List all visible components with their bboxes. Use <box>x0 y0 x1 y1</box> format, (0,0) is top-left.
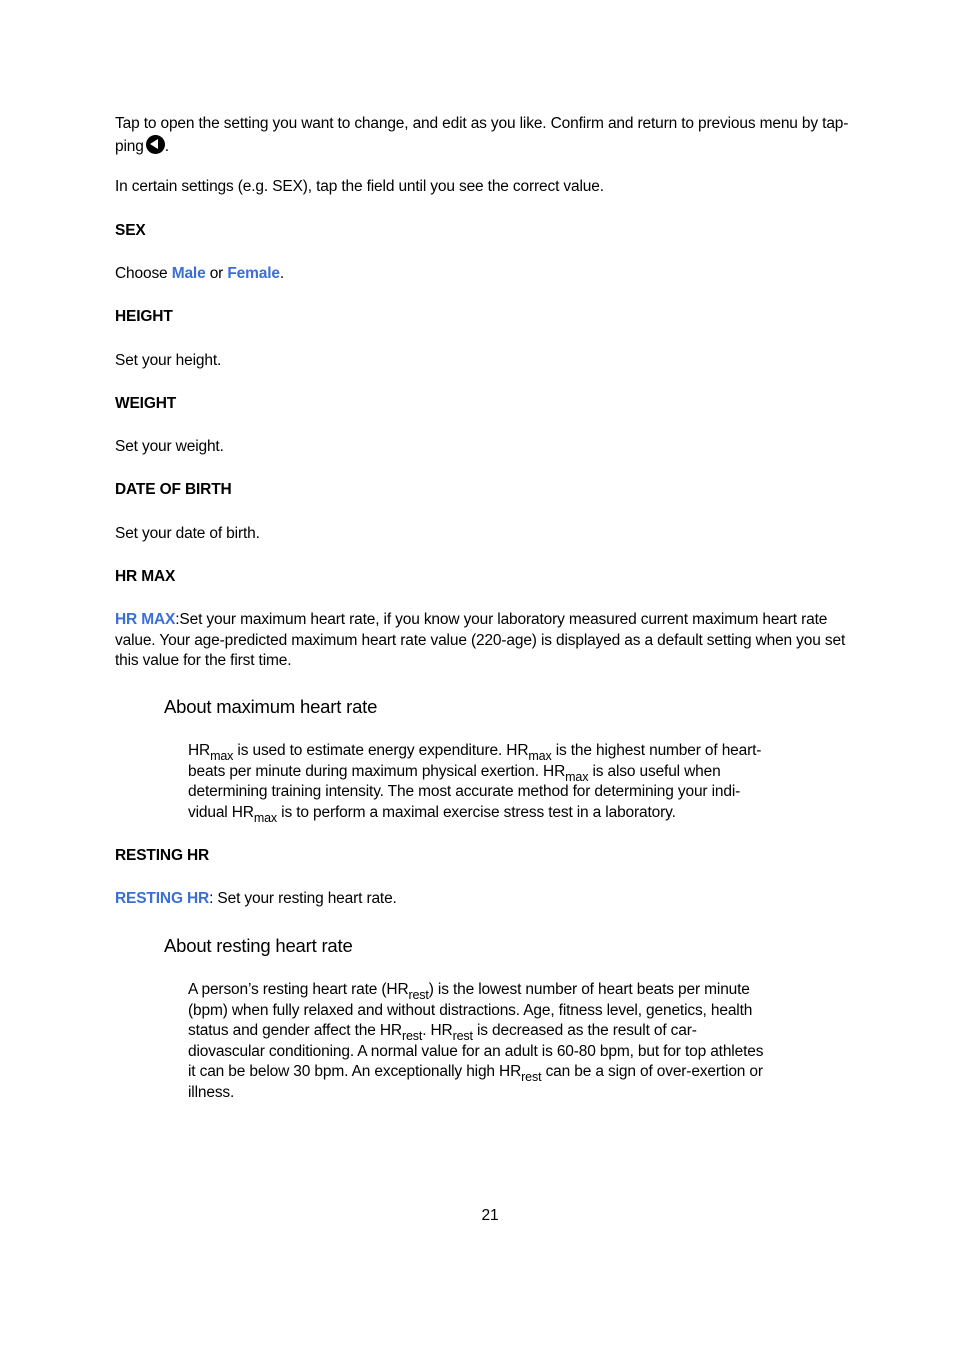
weight-heading: WEIGHT <box>115 395 177 412</box>
dob-text: Set your date of birth. <box>115 525 260 542</box>
hrmax-keyword: HR MAX <box>115 611 176 628</box>
back-arrow-circle-icon <box>146 135 165 154</box>
certain-settings-text: In certain settings (e.g. SEX), tap the field until you see the correct value. <box>115 178 604 195</box>
intro-line2-post: . <box>164 137 169 155</box>
female-option: Female <box>227 265 280 282</box>
hrmax-description: :Set your maximum heart rate, if you know your laboratory measured current maximum heart rate value. Your age-predicted maximum heart rate value (220-age) is displayed as a default setting when you set this value for the first time. <box>115 611 846 669</box>
hrmax-heading: HR MAX <box>115 568 176 585</box>
resting-hr-description: : Set your resting heart rate. <box>209 890 397 907</box>
sex-pre: Choose <box>115 265 172 282</box>
resting-hr-heading: RESTING HR <box>115 847 210 864</box>
page-number: 21 <box>481 1207 499 1224</box>
intro-line2-pre: ping <box>115 137 144 155</box>
about-max-hr-text: $HR_{max}$ is used to estimate energy expenditure. $HR_{max}$ is the highest number of heart- beats per minute during maximum physical exertion. $HR_{max}$ is also useful when determining training intensity. The most accurate method for determining your indi- vidual $HR_{max}$ is to perform a maximal exercise stress test in a laboratory. <box>188 742 762 825</box>
height-heading: HEIGHT <box>115 308 173 325</box>
sex-heading: SEX <box>115 222 146 239</box>
resting-hr-keyword: RESTING HR <box>115 890 210 907</box>
intro-line1: Tap to open the setting you want to change, and edit as you like. Confirm and return to previous menu by tap- <box>115 115 849 132</box>
sex-text <box>115 264 860 285</box>
height-text: Set your height. <box>115 352 222 369</box>
intro-paragraph <box>115 114 860 157</box>
sex-post: . <box>279 265 285 282</box>
sex-mid: or <box>205 265 228 282</box>
weight-text: Set your weight. <box>115 438 224 455</box>
about-resting-hr-title: About resting heart rate <box>164 935 353 956</box>
hrmax-text <box>115 610 860 672</box>
male-option: Male <box>171 265 206 282</box>
about-resting-hr-text: A person’s resting heart rate $(HR_{rest})$ is the lowest number of heart beats per minute (bpm) when fully relaxed and without distractions. Age, fitness level, genetics, health status and gender affect the $HR_{rest}$. $HR_{rest}$ is decreased as the result of car- diovascular conditioning. A normal value for an adult is 60-80 bpm, but for top athletes it can be below 30 bpm. An exceptionally high $HR_{rest}$ can be a sign of over-exertion or illness. <box>188 981 764 1101</box>
about-max-hr-title: About maximum heart rate <box>164 696 378 717</box>
resting-hr-text <box>115 889 860 910</box>
dob-heading: DATE OF BIRTH <box>115 481 232 498</box>
